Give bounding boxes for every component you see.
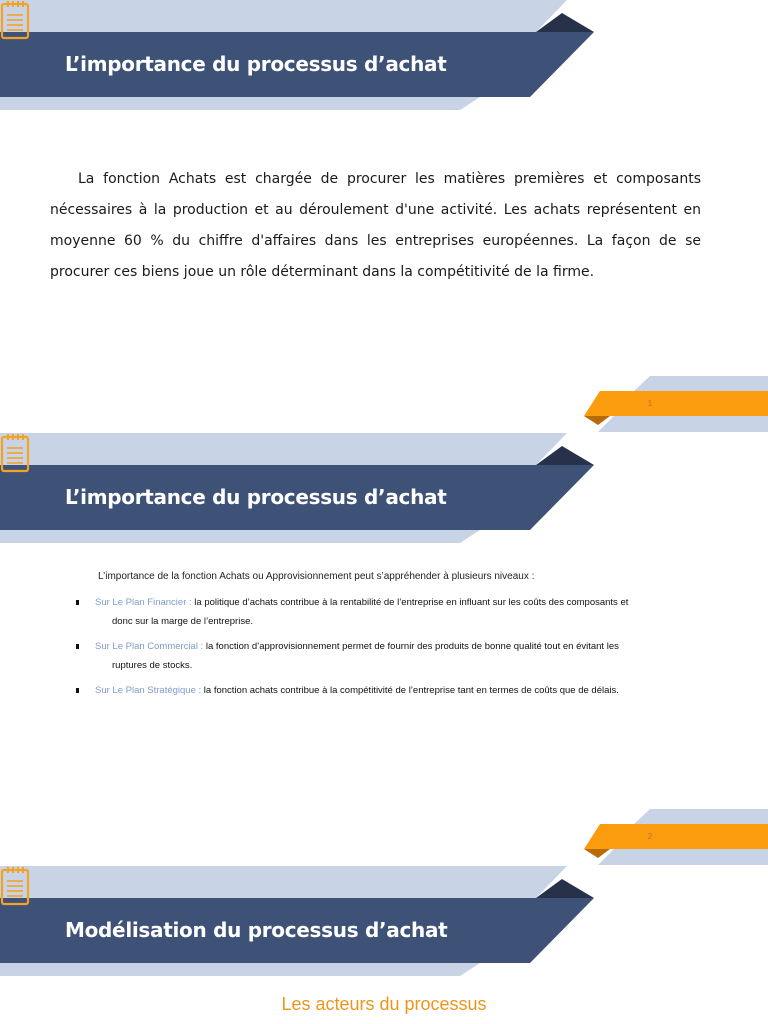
list-item: [76, 637, 666, 675]
slide-title: L’importance du processus d’achat: [65, 52, 447, 76]
list-item-text: la politique d’achats contribue à la rentabilité de l’entreprise en influant sur les coûts des composants et: [191, 597, 629, 608]
list-item: [76, 681, 666, 700]
bullet-marker: [76, 688, 79, 693]
list-item-keyword: Sur Le Plan Commercial :: [95, 641, 204, 652]
slide-1: [0, 0, 768, 433]
slide-2: [0, 433, 768, 866]
list-item-text: la fonction achats contribue à la compétitivité de l’entreprise tant en termes de coûts que de délais.: [201, 685, 619, 696]
page-number: 2: [647, 832, 653, 841]
notepad-icon: [0, 0, 30, 40]
list-item-keyword: Sur Le Plan Stratégique :: [95, 685, 202, 696]
bullet-marker: [76, 644, 79, 649]
notepad-icon: [0, 433, 30, 473]
slide-title: Modélisation du processus d’achat: [65, 918, 448, 942]
list-item-keyword: Sur Le Plan Financier :: [95, 597, 192, 608]
slide-title: L’importance du processus d’achat: [65, 485, 447, 509]
slide-3: [0, 866, 768, 1024]
slide-title-banner: [0, 433, 768, 548]
section-heading: Les acteurs du processus: [281, 994, 487, 1014]
list-item-continuation: ruptures de stocks.: [112, 660, 193, 671]
list-item: [76, 593, 666, 631]
slide-title-banner: [0, 866, 768, 981]
bullet-marker: [76, 600, 79, 605]
page-number: 1: [647, 399, 653, 408]
intro-text: L’importance de la fonction Achats ou Approvisionnement peut s’appréhender à plusieurs niveaux :: [98, 571, 535, 582]
levels-list: [76, 593, 666, 706]
list-item-text: la fonction d’approvisionnement permet de fournir des produits de bonne qualité tout en évitant les: [203, 641, 619, 652]
body-paragraph: La fonction Achats est chargée de procurer les matières premières et composants nécessaires à la production et au déroulement d'une activité. Les achats représentent en moyenne 60 % du chiffre d'affaires dans les entreprises européennes. La façon de se procurer ces biens joue un rôle déterminant dans la compétitivité de la firme.: [50, 171, 701, 280]
list-item-continuation: donc sur la marge de l’entreprise.: [112, 616, 253, 627]
notepad-icon: [0, 866, 30, 906]
slide-title-banner: [0, 0, 768, 115]
